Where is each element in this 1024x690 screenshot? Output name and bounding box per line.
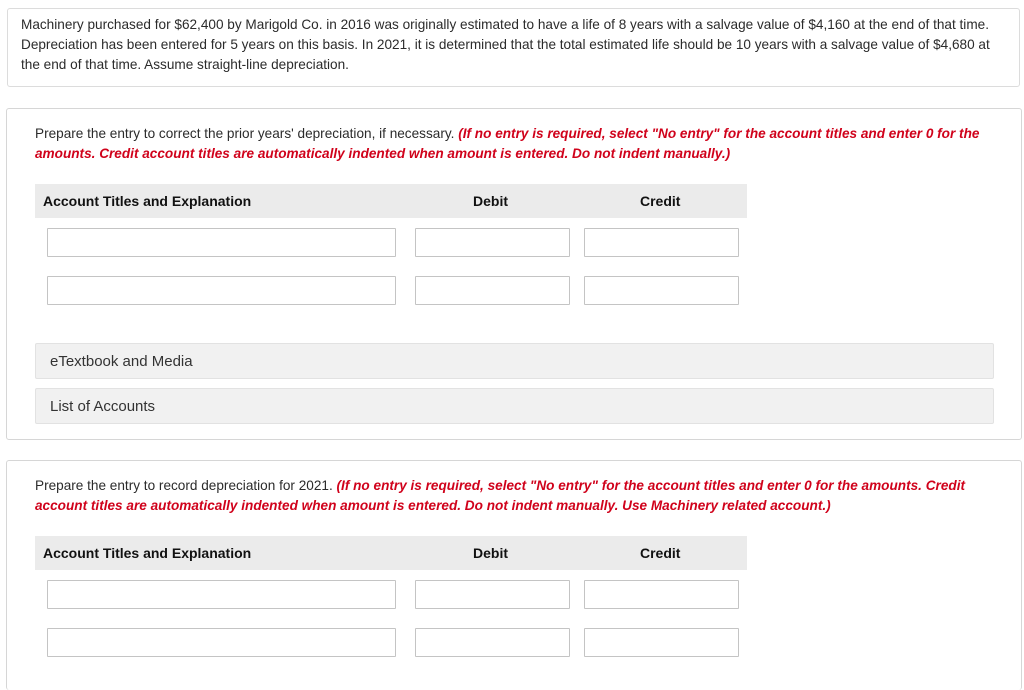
part-1-row-1-debit-input[interactable] xyxy=(415,228,570,257)
part-1-row-2-account-input[interactable] xyxy=(47,276,396,305)
col-account-header: Account Titles and Explanation xyxy=(43,193,252,209)
part-1-instruction xyxy=(35,124,995,164)
part-2-row-2-debit-input[interactable] xyxy=(415,628,570,657)
part-2-row-1-account-input[interactable] xyxy=(47,580,396,609)
part-2-instruction-note: (If no entry is required, select "No entry" for the account titles and enter 0 for the amounts. Credit account titles are automatically indented when amount is entered. Do not indent manually. Use Machinery related account.) xyxy=(35,478,966,513)
list-of-accounts-link[interactable]: List of Accounts xyxy=(35,388,994,424)
part-1-panel xyxy=(6,108,1022,440)
part-1-instruction-note: (If no entry is required, select "No entry" for the account titles and enter 0 for the amounts. Credit account titles are automatically indented when amount is entered. Do not indent manually.) xyxy=(35,126,980,161)
part-2-row-1-credit-input[interactable] xyxy=(584,580,739,609)
problem-statement xyxy=(7,8,1020,87)
col-credit-header: Credit xyxy=(640,193,681,209)
problem-text: Machinery purchased for $62,400 by Marigold Co. in 2016 was originally estimated to have a life of 8 years with a salvage value of $4,160 at the end of that time. Depreciation has been entered for 5 years on this basis. In 2021, it is determined that the total estimated life should be 10 years with a salvage value of $4,680 at the end of that time. Assume straight-line depreciation. xyxy=(21,17,990,72)
part-2-row-1-debit-input[interactable] xyxy=(415,580,570,609)
part-2-row-2-credit-input[interactable] xyxy=(584,628,739,657)
part-2-row-2-account-input[interactable] xyxy=(47,628,396,657)
col-credit-header: Credit xyxy=(640,545,681,561)
part-1-row-2-credit-input[interactable] xyxy=(584,276,739,305)
col-debit-header: Debit xyxy=(473,193,508,209)
etextbook-media-link[interactable]: eTextbook and Media xyxy=(35,343,994,379)
part-2-instruction xyxy=(35,476,995,516)
part-1-row-2-debit-input[interactable] xyxy=(415,276,570,305)
part-2-instruction-text: Prepare the entry to record depreciation for 2021. xyxy=(35,478,333,493)
part-1-row-1-credit-input[interactable] xyxy=(584,228,739,257)
col-account-header: Account Titles and Explanation xyxy=(43,545,252,561)
part-1-table-header xyxy=(35,184,747,218)
part-1-instruction-text: Prepare the entry to correct the prior years' depreciation, if necessary. xyxy=(35,126,455,141)
col-debit-header: Debit xyxy=(473,545,508,561)
part-2-panel xyxy=(6,460,1022,690)
part-2-table-header xyxy=(35,536,747,570)
part-1-row-1-account-input[interactable] xyxy=(47,228,396,257)
